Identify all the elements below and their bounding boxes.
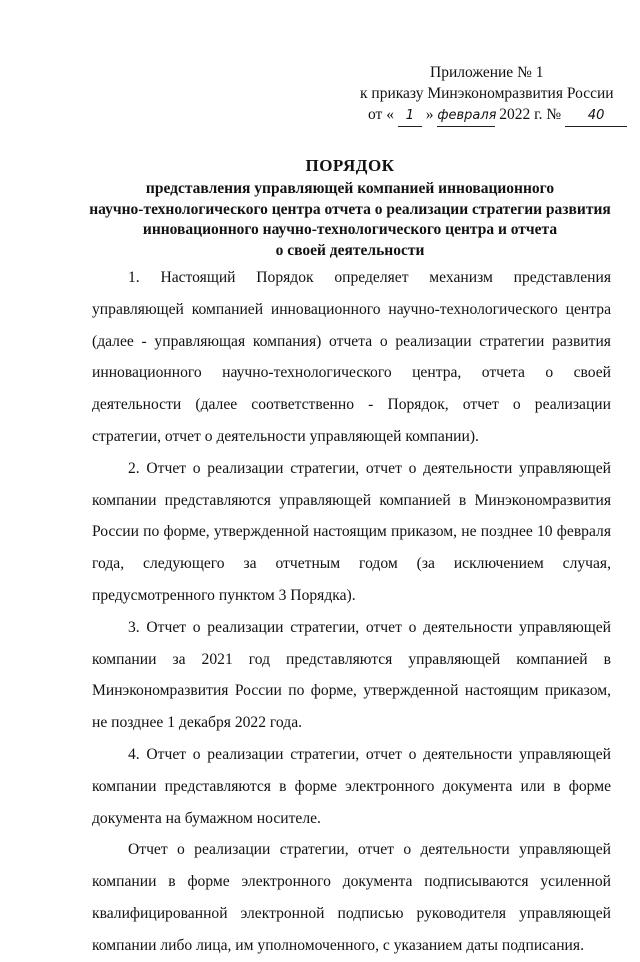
attachment-header bbox=[360, 62, 620, 127]
handwritten-day: 1 bbox=[398, 105, 422, 127]
handwritten-order-number: 40 bbox=[565, 105, 627, 127]
document-title bbox=[60, 155, 640, 261]
subtitle-line: представления управляющей компанией инновационного bbox=[145, 180, 555, 197]
title-main: ПОРЯДОК bbox=[305, 156, 395, 175]
paragraph-1: 1. Настоящий Порядок определяет механизм представления управляющей компанией инновационного научно-технологического центра (далее - управляющая компания) отчета о реализации стратегии развития инновационного научно-технологического центра, отчета о своей деятельности (далее соответственно - Порядок, отчет о реализации стратегии, отчет о деятельности управляющей компании). bbox=[92, 269, 611, 445]
attachment-order-ref: к приказу Минэкономразвития России bbox=[360, 85, 614, 102]
paragraph-2: 2. Отчет о реализации стратегии, отчет о деятельности управляющей компании представляются управляющей компанией в Минэкономразвития России по форме, утвержденной настоящим приказом, не позднее 10 февраля года, следующего за отчетным годом (за исключением случая, предусмотренного пунктом 3 Порядка). bbox=[92, 459, 611, 604]
subtitle-line: научно-технологического центра отчета о реализации стратегии развития bbox=[89, 200, 611, 218]
title-subtitle bbox=[60, 179, 640, 261]
paragraph-4: 4. Отчет о реализации стратегии, отчет о деятельности управляющей компании представляются в форме электронного документа или в форме документа на бумажном носителе. bbox=[92, 745, 611, 827]
date-year-number-label: 2022 г. № bbox=[499, 106, 562, 123]
subtitle-line: о своей деятельности bbox=[275, 241, 425, 259]
attachment-number: Приложение № 1 bbox=[430, 64, 544, 81]
subtitle-line: инновационного научно-технологического центра и отчета bbox=[142, 221, 558, 238]
paragraph-5: Отчет о реализации стратегии, отчет о деятельности управляющей компании в форме электронного документа подписываются усиленной квалифицированной электронной подписью руководителя управляющей компании либо лица, им уполномоченного, с указанием даты подписания. bbox=[92, 841, 611, 954]
paragraph-3: 3. Отчет о реализации стратегии, отчет о деятельности управляющей компании за 2021 год представляются управляющей компанией в Минэкономразвития России по форме, утвержденной настоящим приказом, не позднее 1 декабря 2022 года. bbox=[92, 618, 611, 732]
date-quote-close: » bbox=[425, 106, 434, 123]
handwritten-month: февраля bbox=[437, 105, 495, 127]
document-body bbox=[92, 262, 611, 962]
date-prefix: от « bbox=[368, 106, 394, 123]
attachment-date-line bbox=[360, 104, 620, 127]
